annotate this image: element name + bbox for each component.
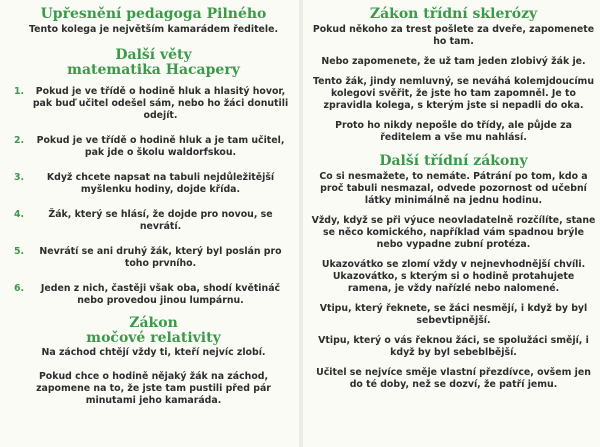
intro-text: Tento kolega je největším kamarádem ředitele. (28, 24, 279, 35)
list-item-number: 2. (14, 135, 25, 146)
skleroza-paragraph-1: Pokud někoho za trest pošlete za dveře, zapomenete ho tam. (312, 24, 595, 47)
zakon-paragraph-2: Pokud chce o hodině nějaký žák na záchod, zapomene na to, že jste tam pustili před pár minutami jeho kamaráda. (36, 371, 271, 406)
list-item-2 (14, 135, 293, 159)
zakony-paragraph-3: Ukazovátko se zlomí vždy v nejnevhodnější chvíli. Ukazovátko, s kterým si o hodině protahujete ramena, je vždy nařízlé nebo nalomené. (321, 259, 586, 294)
list-item-text: Nevrátí se ani druhý žák, který byl poslán pro toho prvního. (39, 246, 282, 269)
zakony-paragraph-6: Učitel se nejvíce směje vlastní přezdívce, ovšem jen do té doby, než se dozví, že patří jemu. (316, 367, 591, 390)
zakony-paragraph-1: Co si nesmažete, to nemáte. Pátrání po tom, kdo a proč tabuli nesmazal, odvede pozornost od učební látky minimálně na jednu hodinu. (319, 171, 588, 206)
list-item-text: Pokud je ve třídě o hodině hluk a je tam učitel, pak jde o školu waldorfskou. (36, 135, 285, 158)
heading-upresneni: Upřesnění pedagoga Pilného (40, 6, 267, 22)
skleroza-paragraph-4: Proto ho nikdy nepošle do třídy, ale půjde za ředitelem a vše mu nahlásí. (335, 120, 572, 143)
zakon-paragraph-1: Na záchod chtějí vždy ti, kteří nejvíc zlobí. (41, 347, 266, 358)
heading-dalsi-vety-line1: Další věty (115, 47, 192, 63)
list-item-text: Jeden z nich, častěji však oba, shodí květináč nebo provedou jinou lumpárnu. (40, 283, 281, 306)
zakony-paragraph-5: Vtipu, který o vás řeknou žáci, se spolužáci smějí, i když by byl sebeblbější. (318, 335, 589, 358)
list-item-6 (14, 283, 293, 307)
list-item-1 (14, 86, 293, 122)
list-item-text: Když chcete napsat na tabuli nejdůležitější myšlenku hodiny, dojde křída. (46, 172, 275, 195)
list-item-4 (14, 209, 293, 233)
heading-dalsi-tridni-zakony: Další třídní zákony (379, 153, 528, 169)
skleroza-paragraph-2: Nebo zapomenete, že už tam jeden zlobivý žák je. (321, 56, 586, 67)
list-item-number: 5. (14, 246, 25, 257)
list-item-text: Žák, který se hlásí, že dojde pro novou, se nevrátí. (48, 209, 273, 232)
right-column (303, 0, 600, 447)
list-item-3 (14, 172, 293, 196)
list-item-number: 3. (14, 172, 25, 183)
left-column (0, 0, 299, 447)
list-item-number: 4. (14, 209, 25, 220)
list-item-5 (14, 246, 293, 270)
zakony-paragraph-2: Vždy, když se při výuce neovladatelně rozčílíte, stane se něco komického, například vám spadnou brýle nebo vypadne zubní protéza. (311, 215, 596, 250)
heading-dalsi-vety-line2: matematika Hacapery (67, 62, 240, 78)
heading-zakon-line1: Zákon (129, 315, 178, 331)
heading-zakon-tridni-sklerozy: Zákon třídní sklerózy (369, 6, 538, 22)
list-item-text: Pokud je ve třídě o hodině hluk a hlasitý hovor, pak buď učitel odešel sám, nebo ho žáci donutili odejít. (32, 86, 289, 121)
skleroza-paragraph-3: Tento žák, jindy nemluvný, se neváhá kolemjdoucímu kolegovi svěřit, že jste ho tam zapomněl. Je to zpravidla kolega, s kterým jste si nepadli do oka. (312, 76, 595, 111)
list-item-number: 6. (14, 283, 25, 294)
heading-zakon-line2: močové relativity (86, 330, 221, 346)
zakony-paragraph-4: Vtipu, který řeknete, se žáci nesmějí, i když by byl sebevtipnější. (319, 303, 588, 326)
list-item-number: 1. (14, 86, 25, 97)
